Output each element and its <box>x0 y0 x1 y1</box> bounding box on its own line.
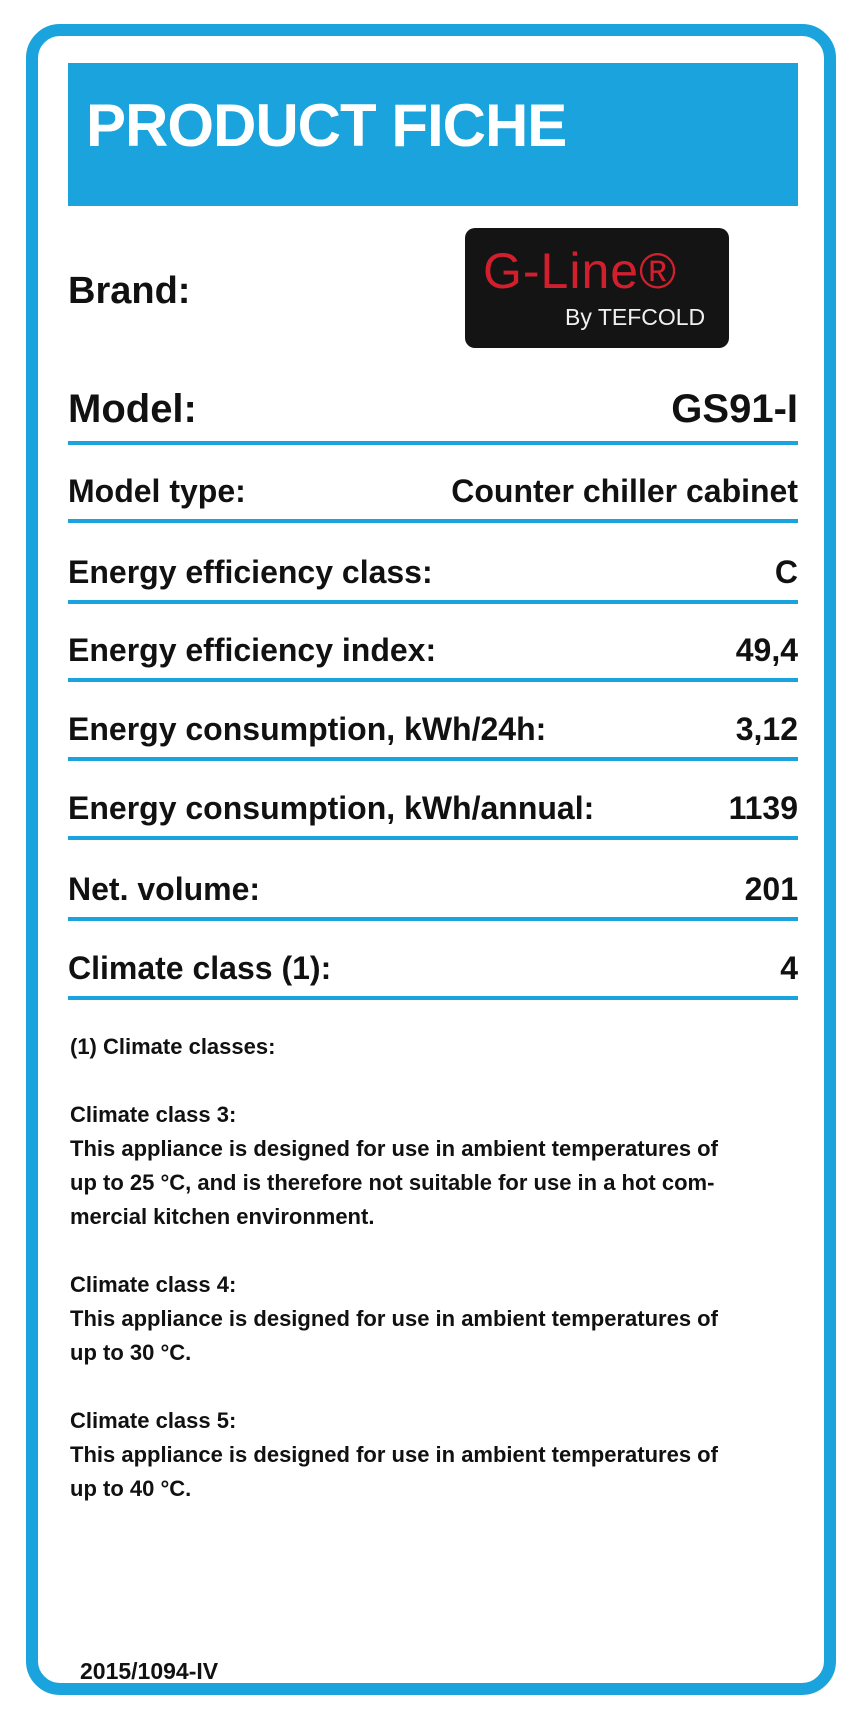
header-banner <box>68 63 798 206</box>
spec-row-efficiency-index <box>68 618 798 682</box>
notes-heading: (1) Climate classes: <box>70 1034 276 1059</box>
note-line: up to 40 °C. <box>70 1476 192 1501</box>
spec-row-efficiency-class <box>68 540 798 604</box>
spec-value: C <box>774 554 798 590</box>
note-title: Climate class 4: <box>70 1272 237 1297</box>
spec-label: Model type: <box>68 473 246 509</box>
spec-value: 201 <box>744 871 798 907</box>
regulation-code: 2015/1094-IV <box>80 1658 219 1684</box>
spec-value: 3,12 <box>735 711 798 747</box>
spec-value: 4 <box>780 950 798 986</box>
spec-row-net-volume <box>68 857 798 921</box>
note-line: This appliance is designed for use in ambient temperatures of <box>70 1306 718 1331</box>
spec-label: Climate class (1): <box>68 950 332 986</box>
note-title: Climate class 5: <box>70 1408 237 1433</box>
spec-row-consumption-annual <box>68 776 798 840</box>
note-line: This appliance is designed for use in ambient temperatures of <box>70 1136 718 1161</box>
note-climate-class-5 <box>70 1404 800 1506</box>
spec-row-climate-class <box>68 936 798 1000</box>
note-line: This appliance is designed for use in ambient temperatures of <box>70 1442 718 1467</box>
note-line: mercial kitchen environment. <box>70 1204 375 1229</box>
page-title: PRODUCT FICHE <box>86 92 567 159</box>
spec-label: Net. volume: <box>68 871 261 907</box>
spec-label: Energy consumption, kWh/24h: <box>68 711 547 747</box>
note-title: Climate class 3: <box>70 1102 237 1127</box>
logo-wordmark: G-Line® <box>483 243 677 299</box>
spec-row-model-type <box>68 459 798 523</box>
logo-subtitle: By TEFCOLD <box>565 304 706 330</box>
spec-value: 1139 <box>728 790 798 826</box>
model-value: GS91-I <box>671 387 798 431</box>
brand-logo <box>465 228 729 348</box>
spec-label: Energy consumption, kWh/annual: <box>68 790 595 826</box>
spec-value: Counter chiller cabinet <box>451 473 798 509</box>
note-climate-class-3 <box>70 1098 800 1234</box>
note-line: up to 30 °C. <box>70 1340 192 1365</box>
model-label: Model: <box>68 387 197 431</box>
note-climate-class-4 <box>70 1268 800 1370</box>
spec-row-consumption-24h <box>68 697 798 761</box>
spec-label: Energy efficiency index: <box>68 632 437 668</box>
climate-notes <box>70 1030 800 1506</box>
brand-row <box>68 228 798 348</box>
spec-label: Energy efficiency class: <box>68 554 433 590</box>
brand-label: Brand: <box>68 270 191 312</box>
spec-value: 49,4 <box>735 632 798 668</box>
note-line: up to 25 °C, and is therefore not suitable for use in a hot com- <box>70 1170 715 1195</box>
model-row <box>68 383 798 445</box>
